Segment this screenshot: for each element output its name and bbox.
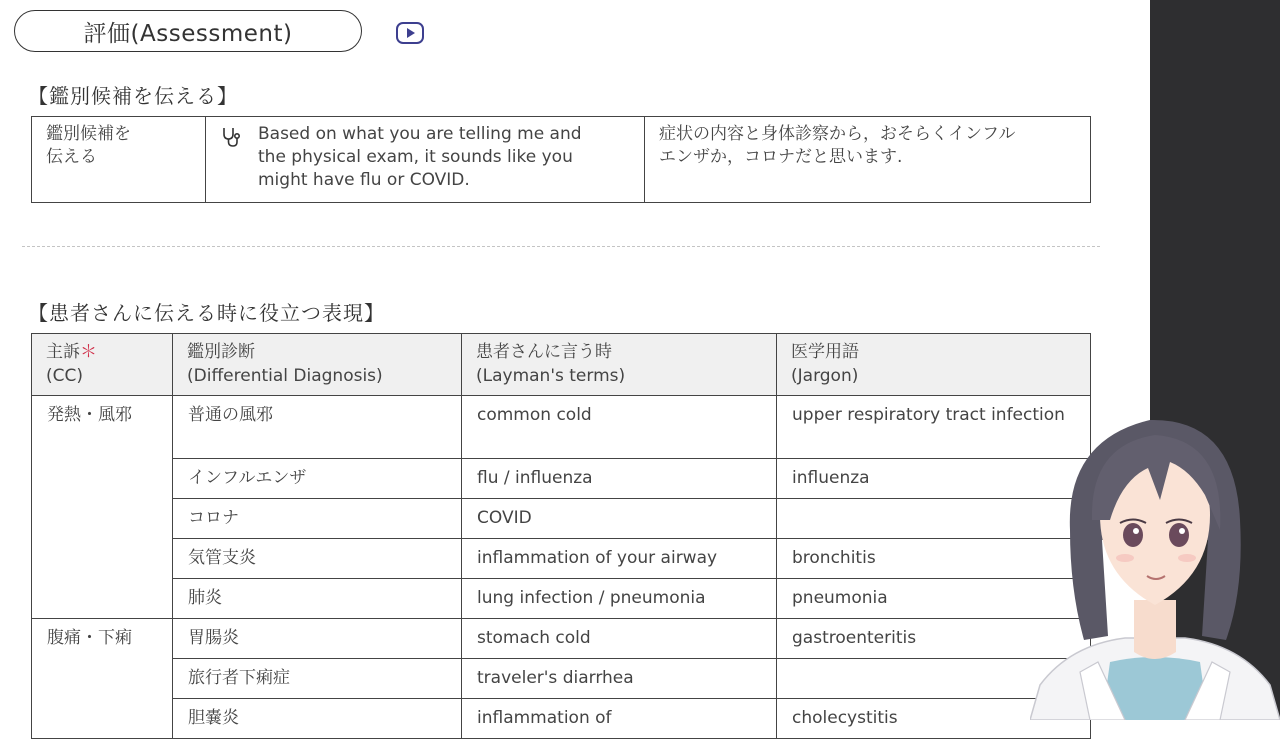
header-layman <box>462 334 777 396</box>
section-title-text: 評価(Assessment) <box>83 20 293 47</box>
layman-cell: common cold <box>462 396 777 459</box>
jargon-cell: pneumonia <box>777 579 1091 619</box>
header-differential-sub: (Differential Diagnosis) <box>187 366 383 386</box>
table-row <box>32 579 1091 619</box>
table-header-row <box>32 334 1091 396</box>
intro-japanese-line: 症状の内容と身体診察から，おそらくインフル <box>659 124 1016 144</box>
jargon-cell: bronchitis <box>777 539 1091 579</box>
dx-cell: 普通の風邪 <box>173 396 462 459</box>
table-row <box>32 659 1091 699</box>
intro-table <box>31 116 1091 203</box>
expressions-table <box>31 333 1091 739</box>
avatar <box>1030 400 1280 720</box>
intro-japanese-cell <box>645 117 1091 203</box>
jargon-cell: cholecystitis <box>777 699 1091 739</box>
table-row <box>32 699 1091 739</box>
intro-english-line: the physical exam, it sounds like you <box>258 147 573 167</box>
table-row <box>32 459 1091 499</box>
jargon-cell: influenza <box>777 459 1091 499</box>
header-layman-sub: (Layman's terms) <box>476 366 626 386</box>
layman-cell: stomach cold <box>462 619 777 659</box>
dx-cell: インフルエンザ <box>173 459 462 499</box>
table-row <box>32 539 1091 579</box>
dx-cell: 肺炎 <box>173 579 462 619</box>
layman-cell: traveler's diarrhea <box>462 659 777 699</box>
header-differential <box>173 334 462 396</box>
intro-label-cell <box>32 117 206 203</box>
layman-cell: flu / influenza <box>462 459 777 499</box>
section-title <box>14 10 362 52</box>
header-cc-sub: (CC) <box>46 366 84 386</box>
section-divider <box>22 246 1100 247</box>
intro-english-cell <box>206 117 645 203</box>
header-layman-label: 患者さんに言う時 <box>476 342 612 362</box>
intro-japanese-line: エンザか，コロナだと思います. <box>659 147 903 167</box>
dx-cell: 胆嚢炎 <box>173 699 462 739</box>
required-star: ＊ <box>80 342 97 362</box>
header-jargon-label: 医学用語 <box>791 342 859 362</box>
table-row <box>32 499 1091 539</box>
layman-cell: inflammation of your airway <box>462 539 777 579</box>
intro-english-line: Based on what you are telling me and <box>258 124 582 144</box>
layman-cell: COVID <box>462 499 777 539</box>
header-cc-label: 主訴 <box>46 342 80 362</box>
dx-cell: 旅行者下痢症 <box>173 659 462 699</box>
cc-cell: 腹痛・下痢 <box>32 619 173 739</box>
intro-label-line: 鑑別候補を <box>46 124 131 144</box>
table-row <box>32 396 1091 459</box>
header-jargon-sub: (Jargon) <box>791 366 859 386</box>
layman-cell: inflammation of <box>462 699 777 739</box>
jargon-cell: gastroenteritis <box>777 619 1091 659</box>
intro-english-line: might have flu or COVID. <box>258 170 470 190</box>
heading-differential-candidates: 【鑑別候補を伝える】 <box>28 84 238 108</box>
header-jargon <box>777 334 1091 396</box>
dx-cell: 気管支炎 <box>173 539 462 579</box>
intro-row <box>32 117 1091 203</box>
play-icon[interactable] <box>396 22 424 44</box>
table-row <box>32 619 1091 659</box>
cc-cell: 発熱・風邪 <box>32 396 173 619</box>
stethoscope-icon <box>220 123 242 148</box>
jargon-cell: upper respiratory tract infection <box>777 396 1091 459</box>
header-cc <box>32 334 173 396</box>
header-differential-label: 鑑別診断 <box>187 342 255 362</box>
dx-cell: コロナ <box>173 499 462 539</box>
dx-cell: 胃腸炎 <box>173 619 462 659</box>
intro-label-line: 伝える <box>46 147 97 167</box>
layman-cell: lung infection / pneumonia <box>462 579 777 619</box>
heading-useful-expressions: 【患者さんに伝える時に役立つ表現】 <box>28 301 385 325</box>
